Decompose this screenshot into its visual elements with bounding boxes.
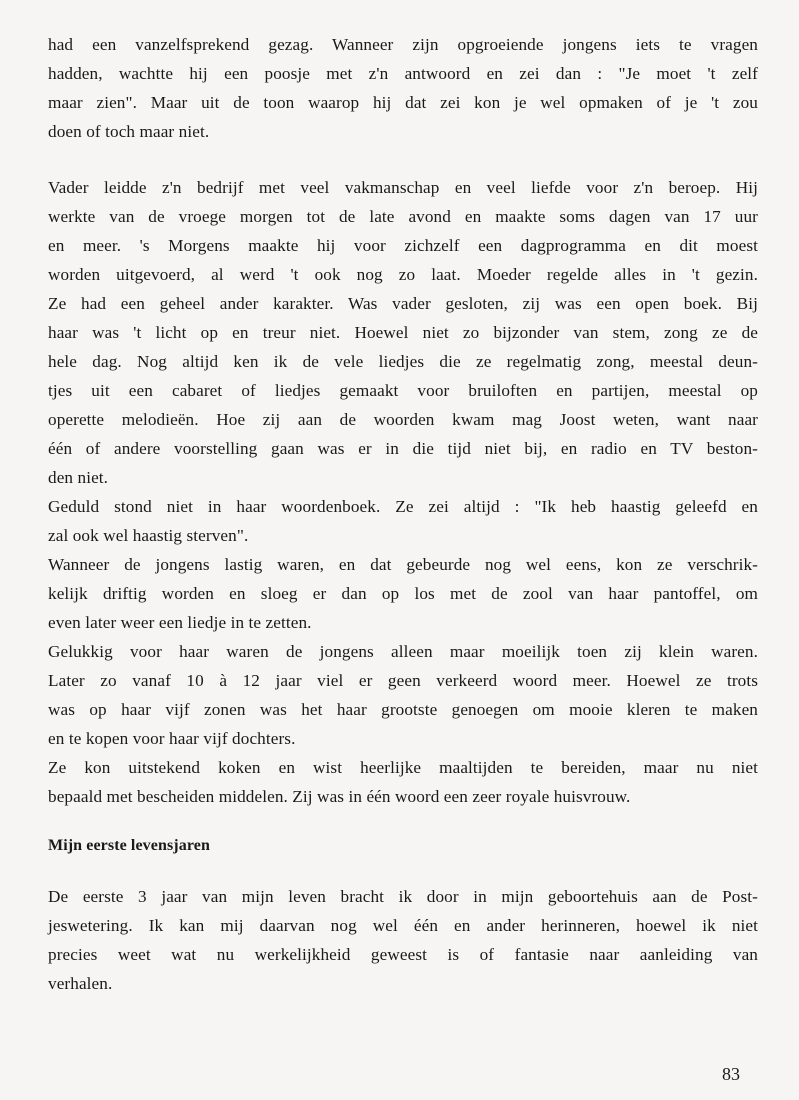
- text-line: had een vanzelfsprekend gezag. Wanneer zijn opgroeiende jongens iets te vragen: [48, 35, 758, 54]
- text-line: haar was 't licht op en treur niet. Hoewel niet zo bijzonder van stem, zong ze de: [48, 323, 758, 342]
- paragraph-3: [48, 492, 758, 550]
- text-line: en meer. 's Morgens maakte hij voor zichzelf een dagprogramma en dit moest: [48, 236, 758, 255]
- paragraph-6: [48, 753, 758, 811]
- text-line: jeswetering. Ik kan mij daarvan nog wel één en ander herinneren, hoewel ik niet: [48, 916, 758, 935]
- text-line: Ze had een geheel ander karakter. Was vader gesloten, zij was een open boek. Bij: [48, 294, 758, 313]
- text-line: Gelukkig voor haar waren de jongens alleen maar moeilijk toen zij klein waren.: [48, 642, 758, 661]
- text-line: hadden, wachtte hij een poosje met z'n antwoord en zei dan : "Je moet 't zelf: [48, 64, 758, 83]
- text-line: was op haar vijf zonen was het haar grootste genoegen om mooie kleren te maken: [48, 700, 758, 719]
- text-line: zal ook wel haastig sterven".: [48, 526, 249, 545]
- text-line: werkte van de vroege morgen tot de late avond en maakte soms dagen van 17 uur: [48, 207, 758, 226]
- paragraph-1: [48, 30, 758, 146]
- text-line: Geduld stond niet in haar woordenboek. Ze zei altijd : "Ik heb haastig geleefd en: [48, 497, 758, 516]
- paragraph-2: [48, 173, 758, 492]
- text-line: operette melodieën. Hoe zij aan de woorden kwam mag Joost weten, want naar: [48, 410, 758, 429]
- paragraph-4: [48, 550, 758, 637]
- text-line: den niet.: [48, 468, 109, 487]
- paragraph-5: [48, 637, 758, 753]
- text-line: Vader leidde z'n bedrijf met veel vakmanschap en veel liefde voor z'n beroep. Hij: [48, 178, 758, 197]
- text-line: even later weer een liedje in te zetten.: [48, 613, 312, 632]
- text-line: en te kopen voor haar vijf dochters.: [48, 729, 296, 748]
- paragraph-gap: [48, 146, 758, 173]
- text-line: één of andere voorstelling gaan was er in die tijd niet bij, en radio en TV beston-: [48, 439, 758, 458]
- text-line: maar zien". Maar uit de toon waarop hij dat zei kon je wel opmaken of je 't zou: [48, 93, 758, 112]
- text-line: De eerste 3 jaar van mijn leven bracht ik door in mijn geboortehuis aan de Post-: [48, 887, 758, 906]
- page-number: 83: [722, 1064, 740, 1084]
- page-body: [48, 30, 758, 998]
- text-line: Wanneer de jongens lastig waren, en dat gebeurde nog wel eens, kon ze verschrik-: [48, 555, 758, 574]
- text-line: kelijk driftig worden en sloeg er dan op los met de zool van haar pantoffel, om: [48, 584, 758, 603]
- text-line: tjes uit een cabaret of liedjes gemaakt voor bruiloften en partijen, meestal op: [48, 381, 758, 400]
- text-line: verhalen.: [48, 974, 113, 993]
- section-paragraph: [48, 882, 758, 998]
- text-line: bepaald met bescheiden middelen. Zij was in één woord een zeer royale huisvrouw.: [48, 787, 631, 806]
- text-line: hele dag. Nog altijd ken ik de vele liedjes die ze regelmatig zong, meestal deun-: [48, 352, 758, 371]
- text-line: precies weet wat nu werkelijkheid geweest is of fantasie naar aanleiding van: [48, 945, 758, 964]
- text-line: Ze kon uitstekend koken en wist heerlijke maaltijden te bereiden, maar nu niet: [48, 758, 758, 777]
- section-heading: Mijn eerste levensjaren: [48, 837, 210, 854]
- text-line: Later zo vanaf 10 à 12 jaar viel er geen verkeerd woord meer. Hoewel ze trots: [48, 671, 758, 690]
- text-line: worden uitgevoerd, al werd 't ook nog zo laat. Moeder regelde alles in 't gezin.: [48, 265, 758, 284]
- text-line: doen of toch maar niet.: [48, 122, 210, 141]
